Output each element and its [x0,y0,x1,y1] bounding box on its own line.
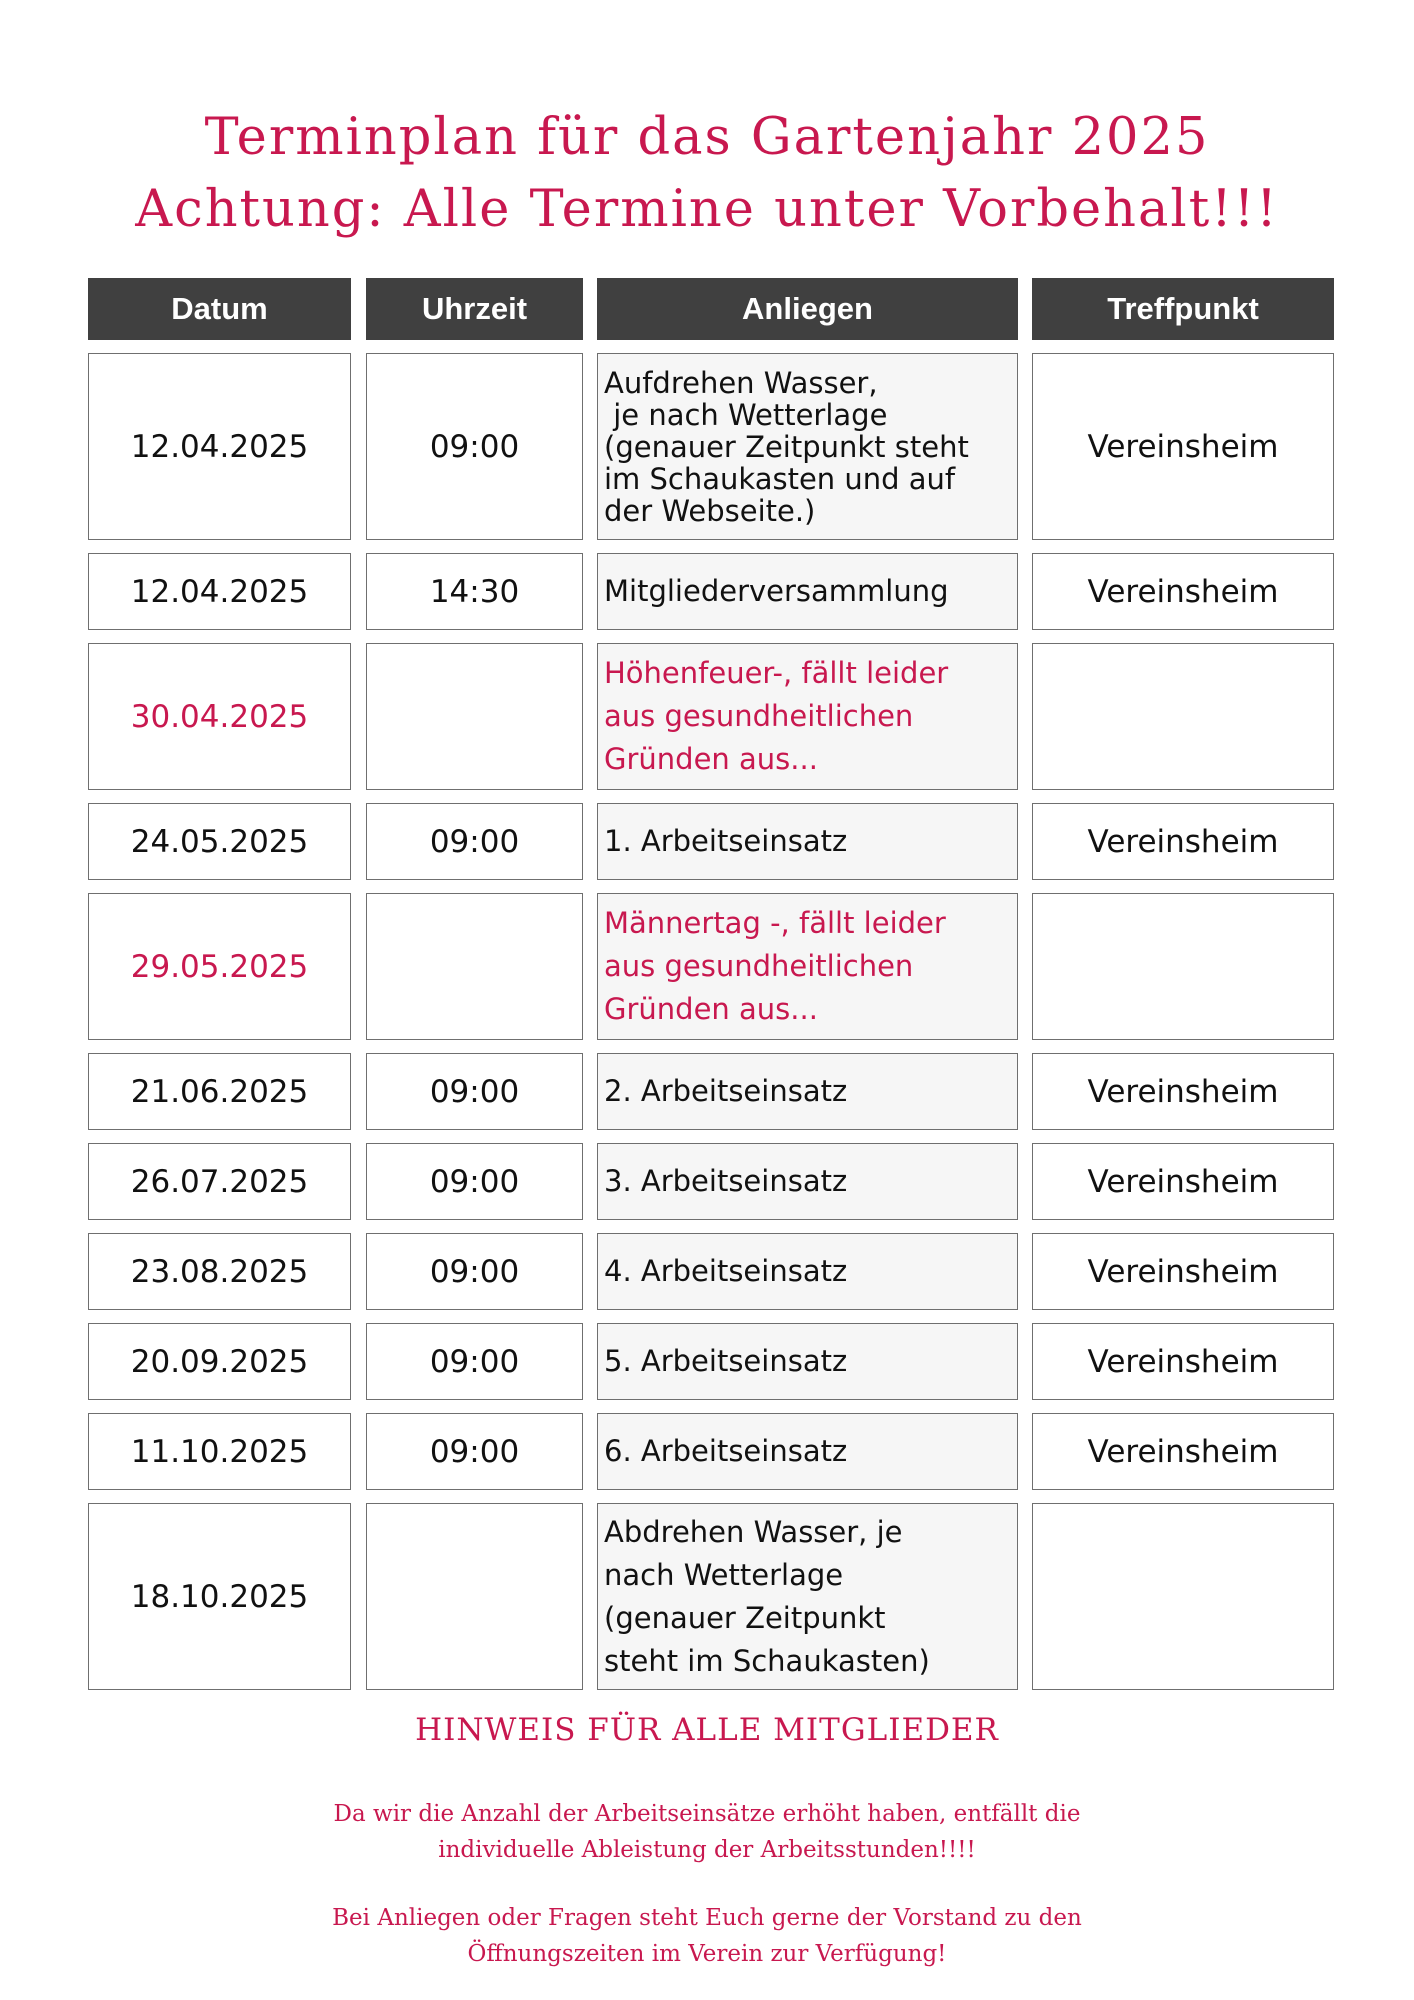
notice-paragraph-2 [0,1900,1414,1972]
topic-line: Gründen aus... [604,742,818,776]
topic-text [604,902,946,1031]
topic-text [604,1250,847,1293]
date-cell: 20.09.2025 [88,1323,351,1400]
page-title-line-2: Achtung: Alle Termine unter Vorbehalt!!! [135,180,1279,239]
time-cell: 09:00 [366,1143,583,1220]
meeting-point-cell: Vereinsheim [1032,1143,1334,1220]
topic-cell [597,553,1018,630]
time-cell: 09:00 [366,1053,583,1130]
topic-line: je nach Wetterlage [604,397,888,432]
notice-paragraph-2-line-1: Bei Anliegen oder Fragen steht Euch gerne der Vorstand zu den [332,1905,1082,1931]
topic-cell [597,353,1018,540]
topic-cell [597,1323,1018,1400]
topic-cell [597,1053,1018,1130]
header-topic: Anliegen [597,278,1018,340]
topic-cell [597,1233,1018,1310]
header-meeting-point: Treffpunkt [1032,278,1334,340]
topic-line: 6. Arbeitseinsatz [604,1434,848,1468]
date-cell: 21.06.2025 [88,1053,351,1130]
topic-text [604,1160,847,1203]
meeting-point-cell: Vereinsheim [1032,1413,1334,1490]
date-cell: 30.04.2025 [88,643,351,790]
topic-text [604,1070,847,1113]
topic-line: Abdrehen Wasser, je [604,1514,903,1549]
topic-line: 4. Arbeitseinsatz [604,1254,848,1288]
topic-line: (genauer Zeitpunkt steht [604,429,969,464]
topic-cell [597,893,1018,1040]
topic-line: Aufdrehen Wasser, [604,365,878,400]
meeting-point-cell: Vereinsheim [1032,353,1334,540]
header-date: Datum [88,278,351,340]
topic-line: nach Wetterlage [604,1557,844,1592]
meeting-point-cell: Vereinsheim [1032,553,1334,630]
topic-line: der Webseite.) [604,493,816,528]
notice-title: HINWEIS FÜR ALLE MITGLIEDER [415,1712,999,1748]
time-cell: 09:00 [366,353,583,540]
date-cell: 26.07.2025 [88,1143,351,1220]
topic-cell [597,803,1018,880]
page-title-line-1: Terminplan für das Gartenjahr 2025 [204,108,1210,167]
topic-text [604,1511,930,1683]
header-time: Uhrzeit [366,278,583,340]
topic-line: (genauer Zeitpunkt [604,1600,886,1635]
time-cell: 09:00 [366,1233,583,1310]
topic-line: im Schaukasten und auf [604,461,956,496]
topic-cell [597,1503,1018,1690]
date-cell: 24.05.2025 [88,803,351,880]
time-cell [366,1503,583,1690]
topic-line: 3. Arbeitseinsatz [604,1164,848,1198]
time-cell: 09:00 [366,803,583,880]
date-cell: 12.04.2025 [88,353,351,540]
topic-text [604,367,969,527]
time-cell: 09:00 [366,1413,583,1490]
notice-paragraph-1 [0,1796,1414,1868]
time-cell: 09:00 [366,1323,583,1400]
topic-line: aus gesundheitlichen [604,949,914,983]
topic-line: 2. Arbeitseinsatz [604,1074,848,1108]
date-cell: 12.04.2025 [88,553,351,630]
topic-line: Gründen aus... [604,992,818,1026]
notice-paragraph-1-line-2: individuelle Ableistung der Arbeitsstunden!!!! [438,1837,976,1863]
topic-line: Mitgliederversammlung [604,574,949,608]
topic-cell [597,1413,1018,1490]
topic-line: 1. Arbeitseinsatz [604,824,848,858]
time-cell [366,893,583,1040]
topic-text [604,1430,847,1473]
meeting-point-cell: Vereinsheim [1032,803,1334,880]
date-cell: 11.10.2025 [88,1413,351,1490]
time-cell: 14:30 [366,553,583,630]
topic-text [604,1340,847,1383]
topic-line: steht im Schaukasten) [604,1643,930,1678]
meeting-point-cell: Vereinsheim [1032,1323,1334,1400]
topic-line: Höhenfeuer-, fällt leider [604,656,949,690]
time-cell [366,643,583,790]
topic-line: Männertag -, fällt leider [604,906,946,940]
topic-cell [597,643,1018,790]
topic-text [604,570,949,613]
notice-paragraph-2-line-2: Öffnungszeiten im Verein zur Verfügung! [467,1941,947,1967]
topic-line: 5. Arbeitseinsatz [604,1344,848,1378]
meeting-point-cell: Vereinsheim [1032,1053,1334,1130]
meeting-point-cell [1032,893,1334,1040]
date-cell: 29.05.2025 [88,893,351,1040]
meeting-point-cell [1032,643,1334,790]
topic-text [604,820,847,863]
meeting-point-cell: Vereinsheim [1032,1233,1334,1310]
date-cell: 23.08.2025 [88,1233,351,1310]
topic-text [604,652,948,781]
topic-line: aus gesundheitlichen [604,699,914,733]
notice-paragraph-1-line-1: Da wir die Anzahl der Arbeitseinsätze erhöht haben, entfällt die [333,1801,1081,1827]
topic-cell [597,1143,1018,1220]
meeting-point-cell [1032,1503,1334,1690]
date-cell: 18.10.2025 [88,1503,351,1690]
